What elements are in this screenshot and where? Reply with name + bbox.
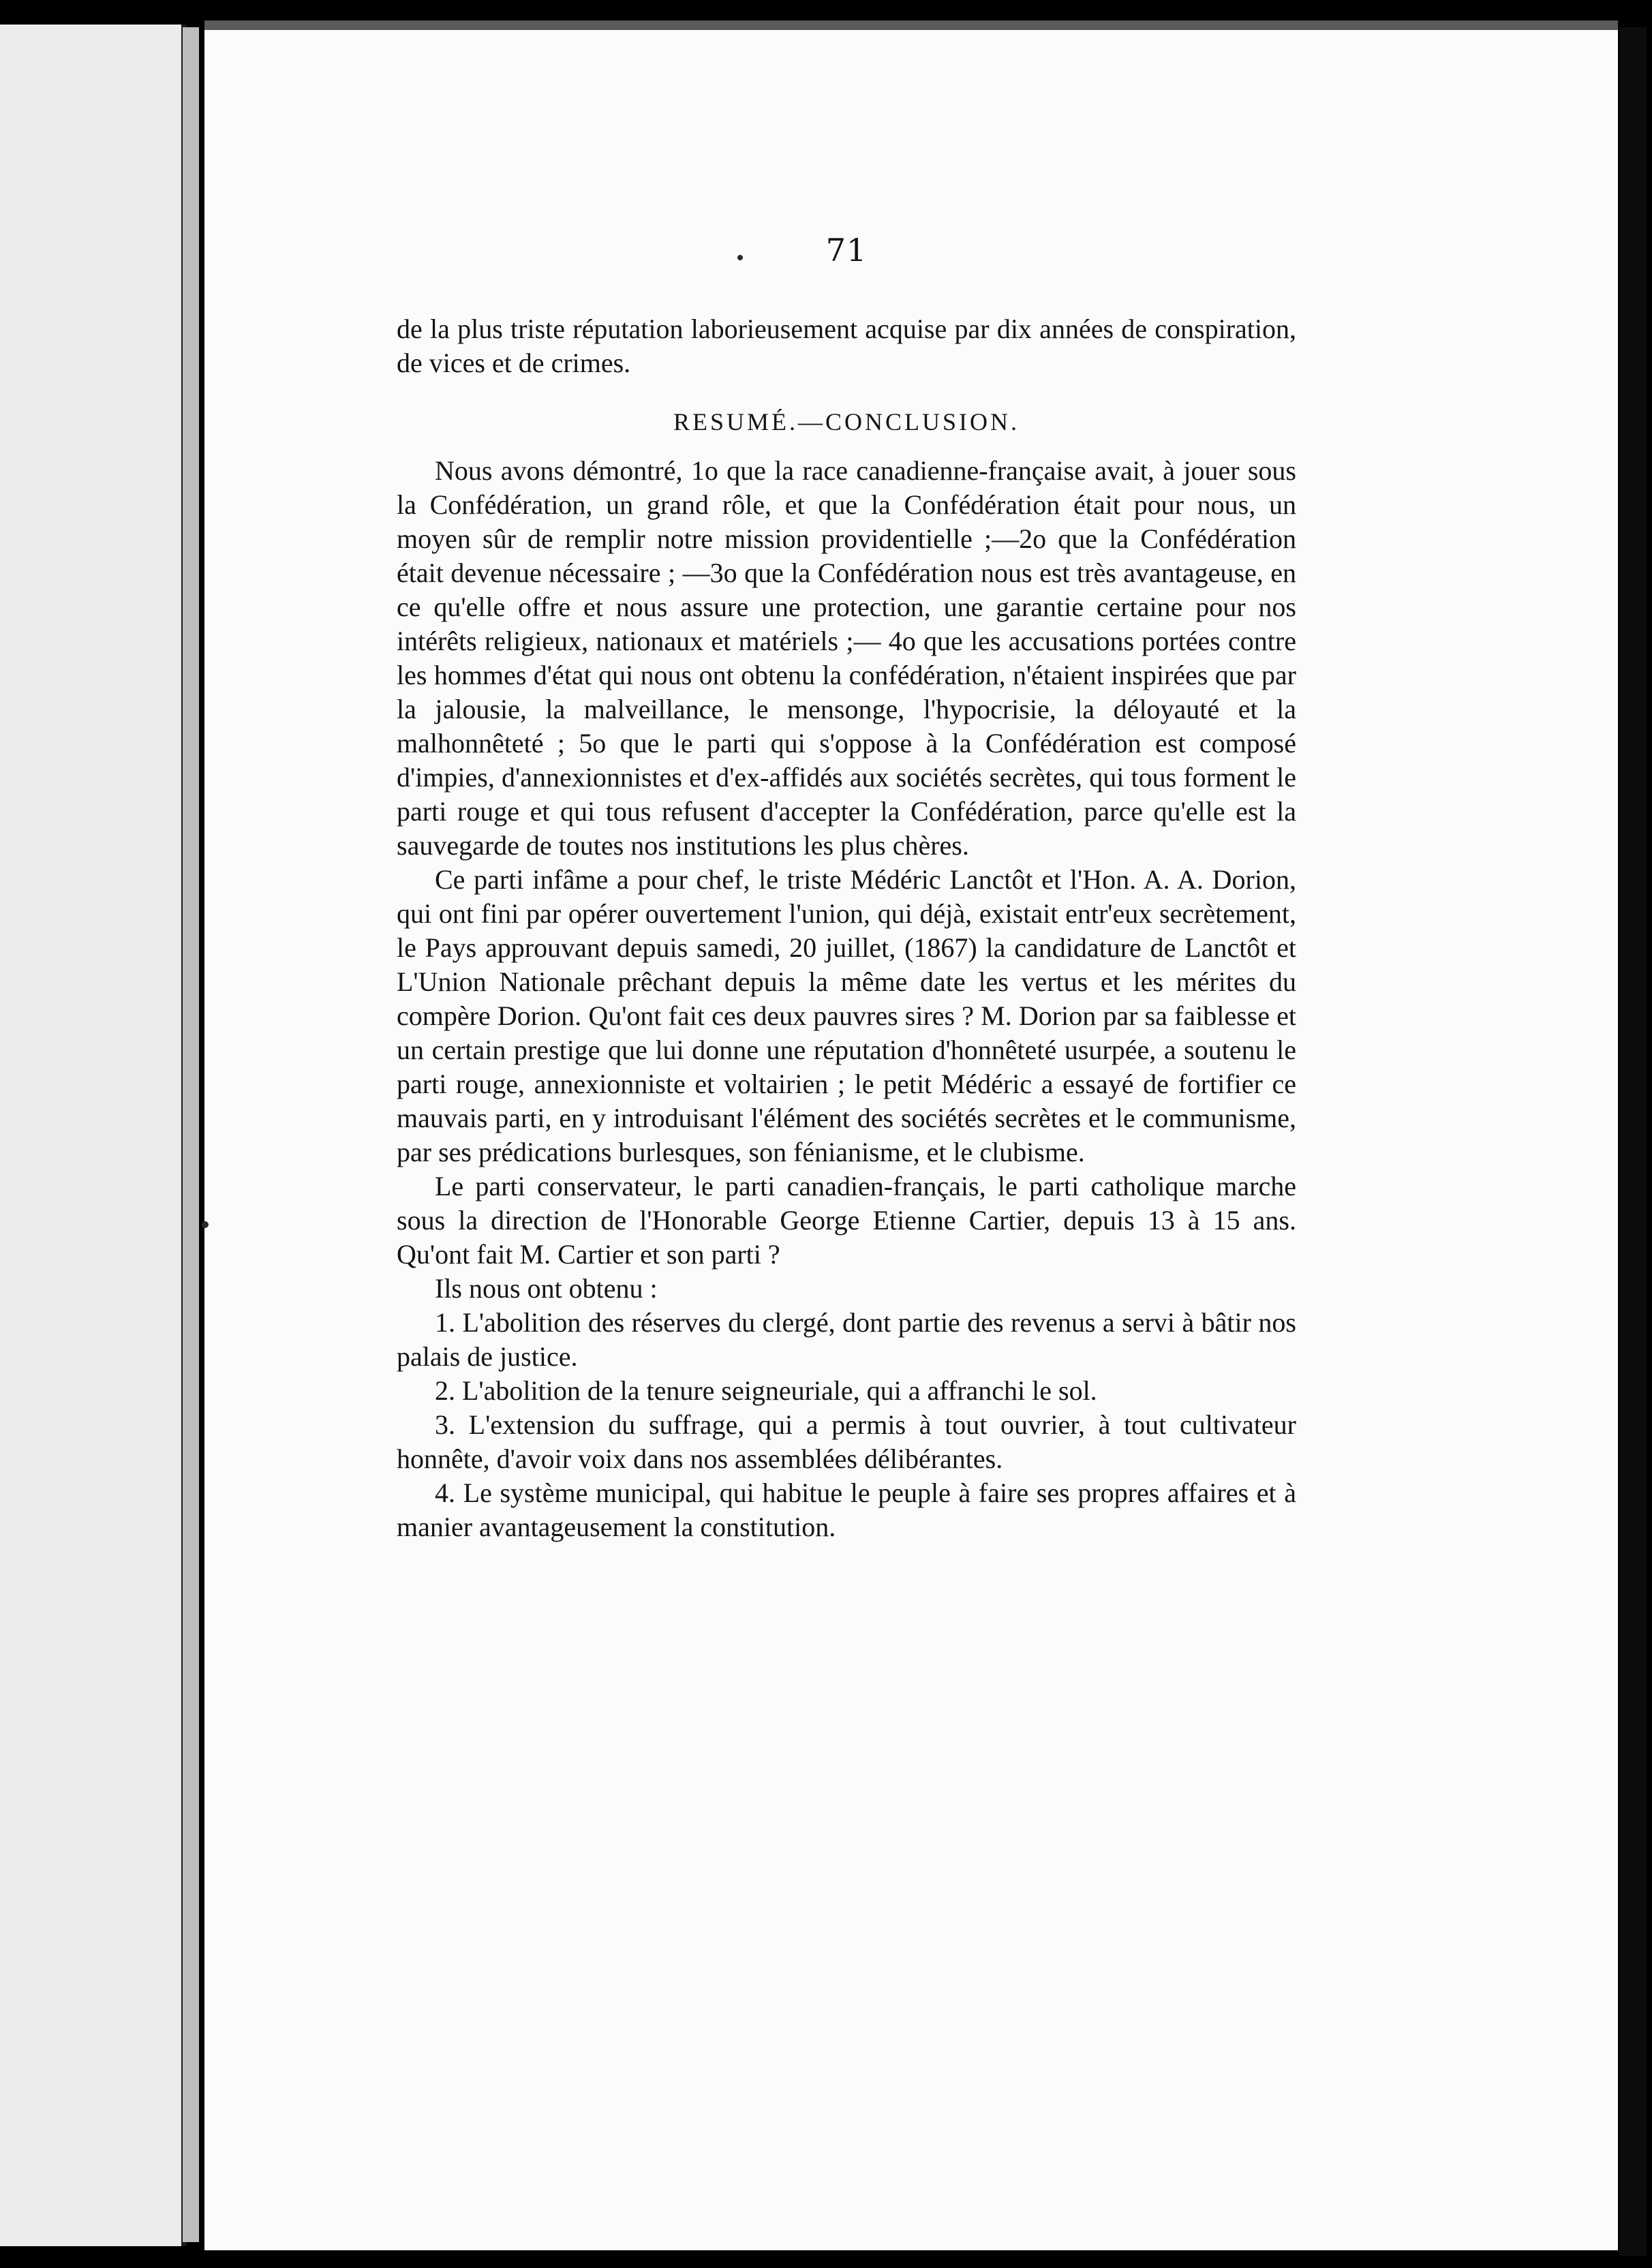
body-paragraph: Le parti conservateur, le parti canadien-français, le parti catholique marche sous la direction de l'Honorable George Etienne Cartier, depuis 13 à 15 ans. Qu'ont fait M. Cartier et son parti ? xyxy=(397,1171,1296,1270)
page-top-edge xyxy=(204,20,1618,30)
page-gutter xyxy=(183,27,199,2242)
body-paragraph: Ils nous ont obtenu : xyxy=(435,1273,658,1304)
list-item: 3. L'extension du suffrage, qui a permis à tout ouvrier, à tout cultivateur honnête, d'avoir voix dans nos assemblées délibérantes. xyxy=(397,1409,1296,1474)
list-item: 4. Le système municipal, qui habitue le peuple à faire ses propres affaires et à manier avantageusement la constitution. xyxy=(397,1477,1296,1542)
continued-paragraph: de la plus triste réputation laborieusement acquise par dix années de conspiration, de vices et de crimes. xyxy=(397,313,1296,378)
page-number: 71 xyxy=(825,232,868,269)
ink-speck xyxy=(202,1221,209,1228)
scan-right-border xyxy=(1619,27,1647,2256)
page-text xyxy=(397,232,1296,1544)
section-heading: RESUMÉ.—CONCLUSION. xyxy=(673,408,1020,435)
list-item: 1. L'abolition des réserves du clergé, dont partie des revenus a servi à bâtir nos palais de justice. xyxy=(397,1307,1296,1372)
facing-page-edge xyxy=(0,25,187,2246)
body-paragraph: Ce parti infâme a pour chef, le triste Médéric Lanctôt et l'Hon. A. A. Dorion, qui ont fini par opérer ouvertement l'union, qui déjà, existait entr'eux secrètement, le Pays approuvant depuis samedi, 20 juillet, (1867) la candidature de Lanctôt et L'Union Nationale prêchant depuis la même date les vertus et les mérites du compère Dorion. Qu'ont fait ces deux pauvres sires ? M. Dorion par sa faiblesse et un certain prestige que lui donne une réputation d'honnêteté usurpée, a soutenu le parti rouge, annexionniste et voltairien ; le petit Médéric a essayé de fortifier ce mauvais parti, en y introduisant l'élément des sociétés secrètes et le communisme, par ses prédications burlesques, son fénianisme, et le clubisme. xyxy=(397,864,1296,1167)
body-paragraph: Nous avons démontré, 1o que la race canadienne-française avait, à jouer sous la Confédération, un grand rôle, et que la Confédération était pour nous, un moyen sûr de remplir notre mission providentielle ;—2o que la Confédération était devenue nécessaire ; —3o que la Confédération nous est très avantageuse, en ce qu'elle offre et nous assure une protection, une garantie certaine pour nos intérêts religieux, nationaux et matériels ;— 4o que les accusations portées contre les hommes d'état qui nous ont obtenu la confédération, n'étaient inspirées que par la jalousie, la malveillance, le mensonge, l'hypocrisie, la déloyauté et la malhonnêteté ; 5o que le parti qui s'oppose à la Confédération est composé d'impies, d'annexionnistes et d'ex-affidés aux sociétés secrètes, qui tous forment le parti rouge et qui tous refusent d'accepter la Confédération, parce qu'elle est la sauvegarde de toutes nos institutions les plus chères. xyxy=(397,455,1296,861)
list-item: 2. L'abolition de la tenure seigneuriale, qui a affranchi le sol. xyxy=(435,1375,1097,1406)
